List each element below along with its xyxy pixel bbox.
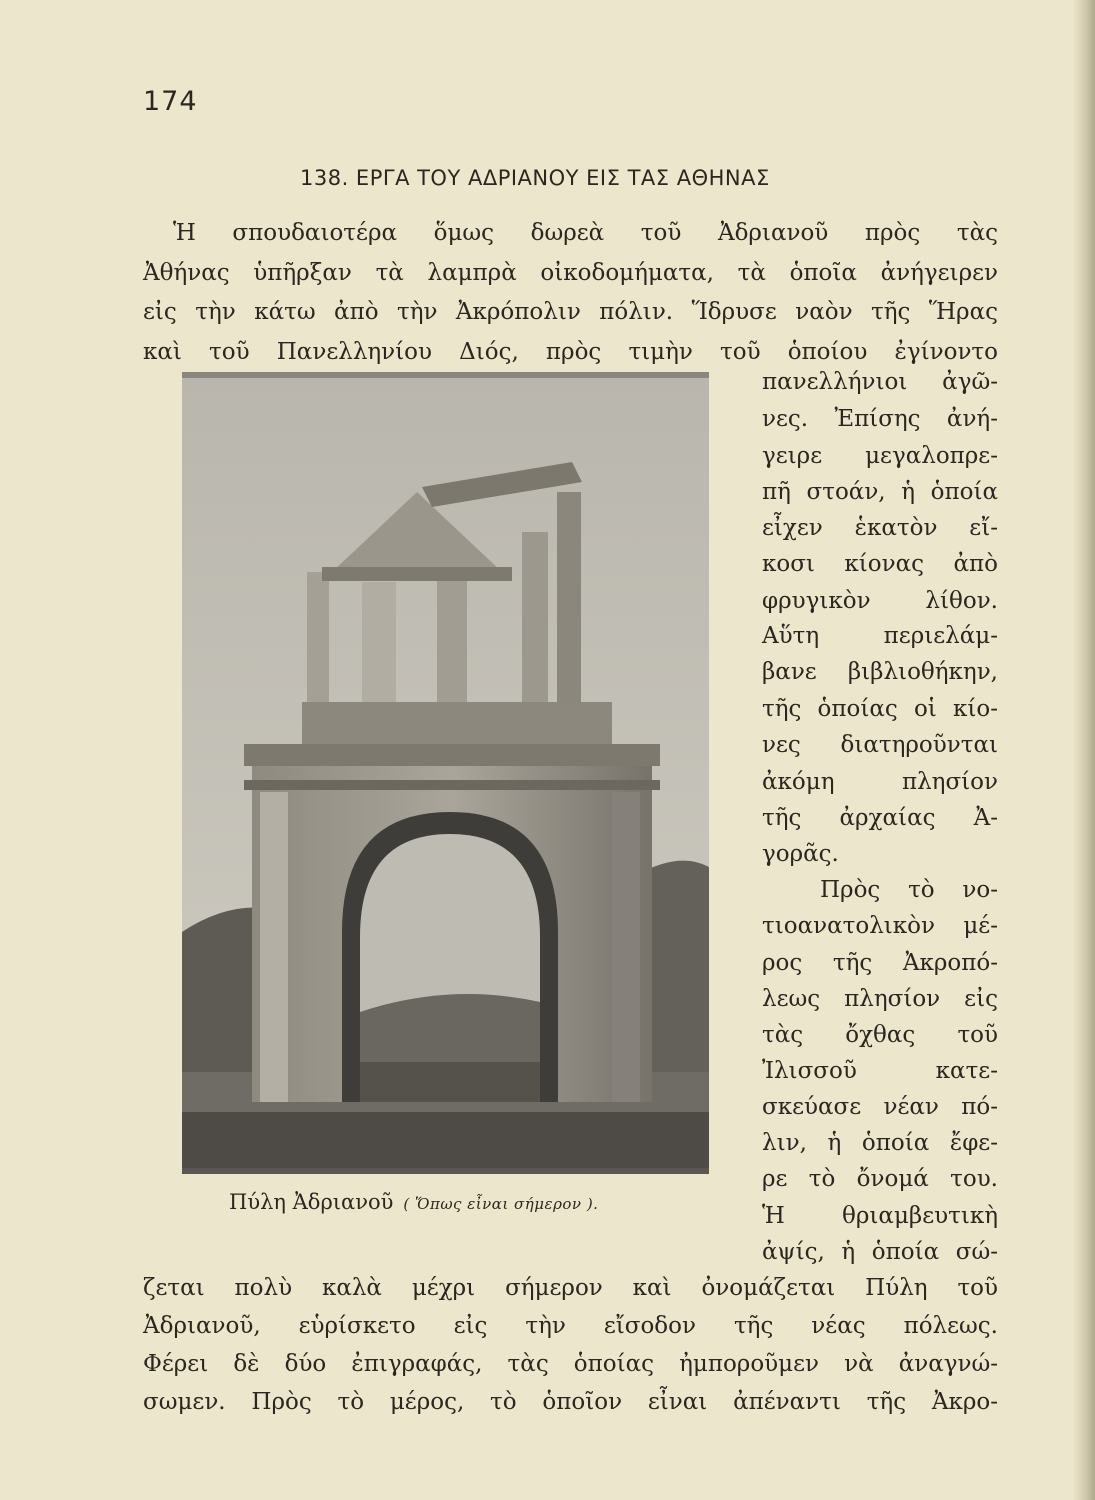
text-line: Ἡ σπουδαιοτέρα ὅμως δωρεὰ τοῦ Ἀδριανοῦ πρὸς τὰς (173, 220, 998, 246)
text-line: Φέρει δὲ δύο ἐπιγραφάς, τὰς ὁποίας ἠμποροῦμεν νὰ ἀναγνώ- (143, 1351, 998, 1377)
text-line: τὰς ὄχθας τοῦ (762, 1022, 998, 1048)
text-line: εἰς τὴν κάτω ἀπὸ τὴν Ἀκρόπολιν πόλιν. Ἵδρυσε ναὸν τῆς Ἥρας (143, 299, 998, 325)
text-line: νες διατηροῦνται (762, 732, 998, 758)
text-line: Ἀδριανοῦ, εὑρίσκετο εἰς τὴν εἴσοδον τῆς νέας πόλεως. (143, 1313, 998, 1339)
text-line: ἀψίς, ἡ ὁποία σώ- (762, 1239, 998, 1265)
text-line: τῆς ἀρχαίας Ἀ- (762, 805, 998, 831)
text-line: φρυγικὸν λίθον. (762, 588, 998, 614)
text-line: γειρε μεγαλοπρε- (762, 443, 998, 469)
text-line: Πρὸς τὸ νο- (820, 877, 998, 903)
text-line: ἀκόμη πλησίον (762, 769, 998, 795)
text-line: λιν, ἡ ὁποία ἔφε- (762, 1130, 998, 1156)
text-line: πῆ στοάν, ἡ ὁποία (762, 479, 998, 505)
text-line: γορᾶς. (762, 841, 839, 867)
caption-note: ( Ὅπως εἶναι σήμερον ). (403, 1195, 599, 1213)
text-line: εἶχεν ἑκατὸν εἴ- (762, 515, 998, 541)
page-edge-shadow (1073, 0, 1095, 1500)
text-line: ζεται πολὺ καλὰ μέχρι σήμερον καὶ ὀνομάζεται Πύλη τοῦ (143, 1275, 998, 1301)
photo-caption (229, 1190, 598, 1214)
caption-main: Πύλη Ἀδριανοῦ (229, 1190, 394, 1214)
text-line: ρος τῆς Ἀκροπό- (762, 950, 998, 976)
page-number: 174 (143, 86, 198, 117)
text-line: λεως πλησίον εἰς (762, 986, 998, 1012)
text-line: Ἡ θριαμβευτικὴ (762, 1203, 998, 1229)
text-line: βανε βιβλιοθήκην, (762, 659, 998, 685)
text-line: Ἰλισσοῦ κατε- (762, 1058, 998, 1084)
text-line: σωμεν. Πρὸς τὸ μέρος, τὸ ὁποῖον εἶναι ἀπέναντι τῆς Ἀκρο- (143, 1389, 998, 1415)
text-line: τιοανατολικὸν μέ- (762, 913, 998, 939)
text-line: Αὕτη περιελάμ- (762, 623, 998, 649)
text-line: πανελλήνιοι ἀγῶ- (762, 369, 998, 395)
text-line: κοσι κίονας ἀπὸ (762, 551, 998, 577)
hadrian-arch-photo (182, 372, 709, 1174)
section-heading: 138. ΕΡΓΑ ΤΟΥ ΑΔΡΙΑΝΟΥ ΕΙΣ ΤΑΣ ΑΘΗΝΑΣ (300, 166, 770, 190)
text-line: ρε τὸ ὄνομά του. (762, 1166, 998, 1192)
text-line: σκεύασε νέαν πό- (762, 1094, 998, 1120)
text-line: Ἀθήνας ὑπῆρξαν τὰ λαμπρὰ οἰκοδομήματα, τὰ ὁποῖα ἀνήγειρεν (143, 260, 998, 286)
text-line: τῆς ὁποίας οἱ κίο- (762, 696, 998, 722)
text-line: καὶ τοῦ Πανελληνίου Διός, πρὸς τιμὴν τοῦ ὁποίου ἐγίνοντο (143, 339, 998, 365)
text-line: νες. Ἐπίσης ἀνή- (762, 406, 998, 432)
